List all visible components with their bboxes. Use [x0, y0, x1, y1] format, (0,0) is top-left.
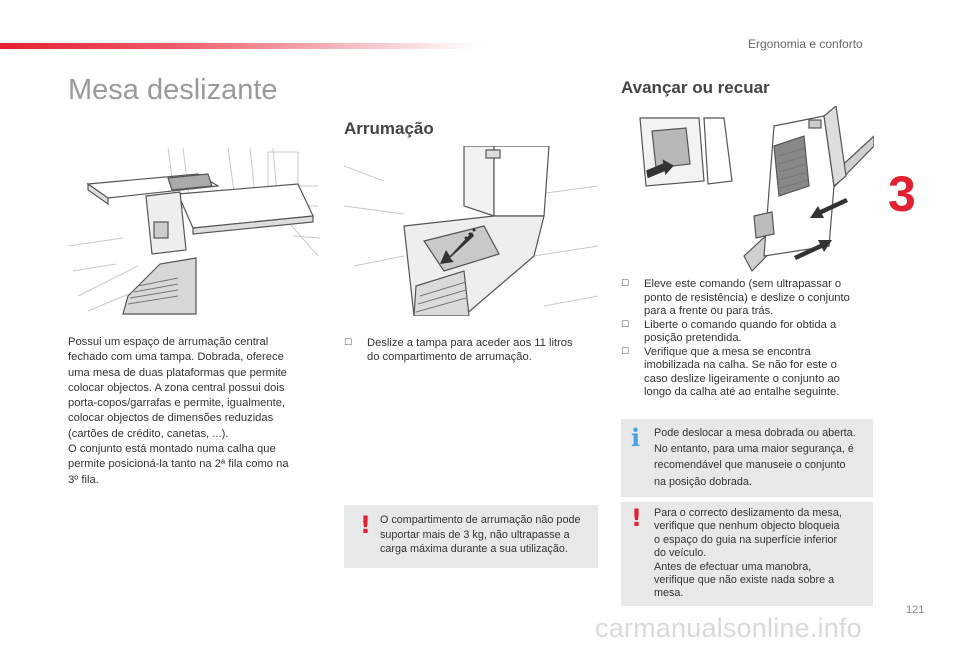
left-paragraph-line: colocar objectos. A zona central possui dois	[68, 381, 285, 394]
slide-instructions	[621, 278, 873, 400]
info-line: Pode deslocar a mesa dobrada ou aberta.	[654, 427, 856, 439]
warning-line: o espaço do guia na superfície inferior	[654, 533, 838, 546]
left-paragraph	[68, 335, 318, 488]
page-number: 121	[906, 604, 925, 616]
warning-line: mesa.	[654, 587, 684, 600]
list-item-line: para a frente ou para trás.	[644, 305, 774, 317]
storage-heading: Arrumação	[344, 119, 434, 138]
list-item-line: ☐ Eleve este comando (sem ultrapassar o	[644, 278, 842, 290]
list-item	[621, 278, 873, 319]
list-item-line: ☐ Deslize a tampa para aceder aos 11 litros	[367, 337, 573, 349]
left-paragraph-line: Possui um espaço de arrumação central	[68, 336, 269, 348]
info-text	[654, 425, 870, 490]
slide-forward-backward-illustration	[624, 106, 874, 274]
info-box	[621, 419, 873, 497]
footer-watermark: carmanualsonline.info	[595, 613, 862, 643]
list-item-line: ponto de resistência) e deslize o conjunto	[644, 291, 850, 304]
info-line: na posição dobrada.	[654, 475, 752, 488]
slide-heading: Avançar ou recuar	[621, 78, 770, 97]
warning-line: verifique que não existe nada sobre a	[654, 574, 835, 587]
list-item-line: posição pretendida.	[644, 332, 742, 344]
list-item	[621, 346, 873, 400]
left-paragraph-line: fechado com uma tampa. Dobrada, oferece	[68, 351, 284, 364]
warning-line: carga máxima durante a sua utilização.	[380, 543, 568, 556]
storage-instructions	[344, 337, 594, 364]
list-item-line: do compartimento de arrumação.	[367, 350, 532, 363]
warning-line: verifique que nenhum objecto bloqueia	[654, 520, 840, 533]
left-paragraph-line: permite posicioná-la tanto na 2ª fila como na	[68, 458, 289, 471]
warning-icon: !	[360, 511, 371, 539]
warning-line: Para o correcto deslizamento da mesa,	[654, 507, 842, 519]
warning-line: do veículo.	[654, 547, 707, 560]
left-paragraph-line: 3º fila.	[68, 473, 99, 486]
info-line: recomendável que manuseie o conjunto	[654, 459, 846, 472]
section-title: Ergonomia e conforto	[748, 37, 863, 51]
storage-warning-text	[380, 513, 594, 557]
slide-warning-text	[654, 507, 870, 601]
sliding-table-illustration	[68, 146, 324, 316]
page-title: Mesa deslizante	[68, 74, 278, 106]
left-paragraph-line: O conjunto está montado numa calha que	[68, 443, 276, 456]
info-icon: i	[631, 423, 641, 452]
warning-icon: !	[631, 504, 642, 532]
list-item	[344, 337, 594, 364]
warning-line: O compartimento de arrumação não pode	[380, 514, 581, 526]
header-accent-bar	[0, 43, 480, 49]
slide-warning-box	[621, 502, 873, 606]
storage-compartment-illustration	[344, 146, 598, 316]
left-paragraph-line: colocar objectos de dimensões reduzidas	[68, 412, 274, 425]
left-paragraph-line: porta-copos/garrafas e permite, igualmente,	[68, 397, 286, 410]
list-item-line: longo da calha até ao entalhe seguinte.	[644, 386, 840, 398]
info-line: No entanto, para uma maior segurança, é	[654, 443, 854, 456]
warning-line: suportar mais de 3 kg, não ultrapasse a	[380, 528, 570, 541]
left-paragraph-line: uma mesa de duas plataformas que permite	[68, 366, 287, 379]
list-item-line: ☐ Liberte o comando quando for obtida a	[644, 318, 837, 331]
list-item-line: imobilizada na calha. Se não for este o	[644, 359, 837, 371]
left-paragraph-line: (cartões de crédito, canetas, ...).	[68, 427, 229, 440]
storage-warning-box	[344, 505, 598, 568]
list-item-line: ☐ Verifique que a mesa se encontra	[644, 345, 811, 358]
warning-line: Antes de efectuar uma manobra,	[654, 560, 812, 573]
chapter-number: 3	[888, 166, 916, 222]
list-item	[621, 319, 873, 346]
list-item-line: caso deslize ligeiramente o conjunto ao	[644, 372, 840, 385]
